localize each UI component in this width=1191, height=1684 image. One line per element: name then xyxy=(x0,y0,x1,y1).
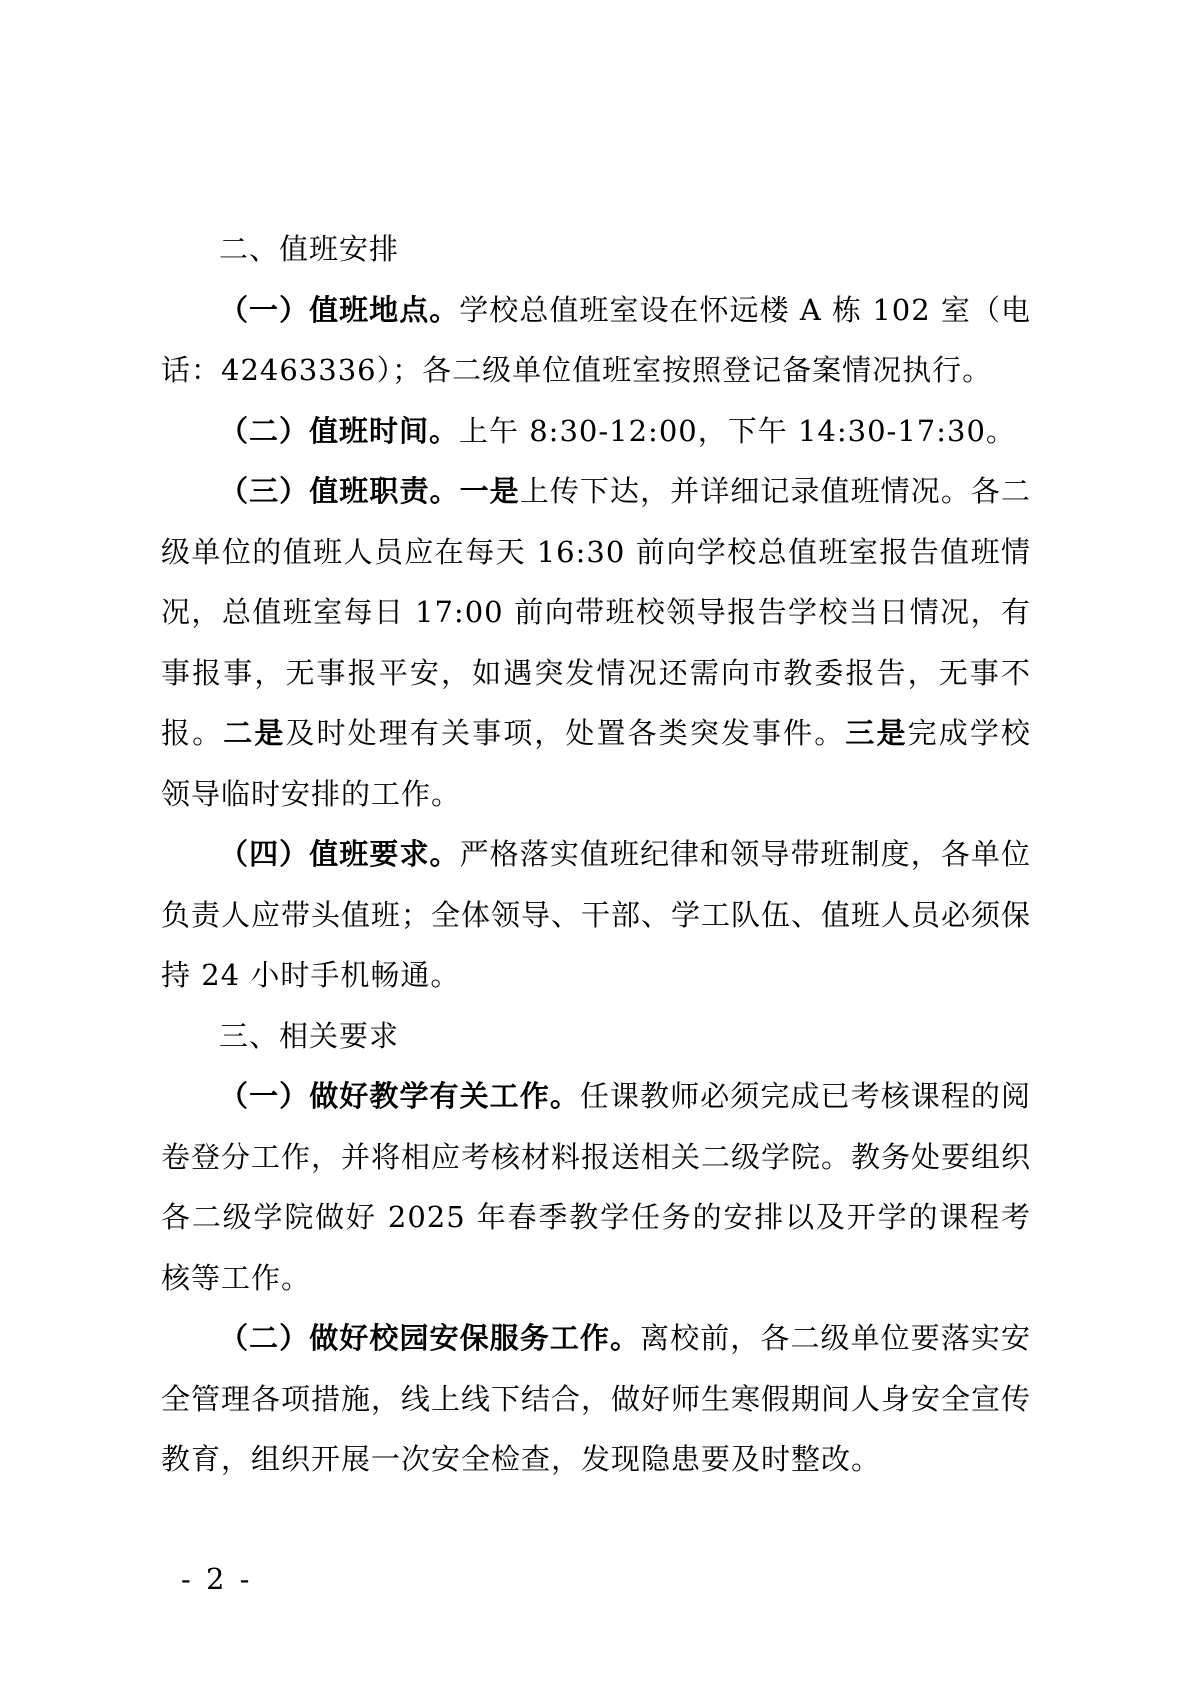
lead-campus-security: （二）做好校园安保服务工作。 xyxy=(219,1321,641,1355)
section-heading-related-requirements: 三、相关要求 xyxy=(219,1018,400,1053)
text-third: 完成学校领导临时安排的工作。 xyxy=(161,716,1031,811)
text-teaching-work: 任课教师必须完成已考核课程的阅卷登分工作，并将相应考核材料报送相关二级学院。教务处要组织各二级学院做好 2025 年春季教学任务的安排以及开学的课程考核等工作。 xyxy=(161,1079,1032,1295)
page-number: - 2 - xyxy=(181,1562,253,1596)
text-second: 及时处理有关事项，处置各类突发事件。 xyxy=(285,716,846,750)
paragraph-teaching-work xyxy=(161,1066,1031,1308)
lead-duty-time: （二）值班时间。 xyxy=(219,413,460,448)
text-duty-time: 上午 8:30-12:00，下午 14:30-17:30。 xyxy=(459,413,1016,448)
paragraph-campus-security xyxy=(161,1308,1031,1490)
lead-duty-location: （一）值班地点。 xyxy=(219,292,460,327)
lead-duty-requirements: （四）值班要求。 xyxy=(219,837,460,871)
lead-teaching-work: （一）做好教学有关工作。 xyxy=(219,1079,580,1113)
document-body xyxy=(161,219,1031,1490)
text-duty-location: 学校总值班室设在怀远楼 A 栋 102 室（电话：42463336）；各二级单位值班室按照登记备案情况执行。 xyxy=(161,292,1031,387)
keyword-second: 二是 xyxy=(223,716,286,750)
paragraph-duty-location xyxy=(161,280,1031,401)
keyword-third: 三是 xyxy=(845,716,908,750)
text-duty-requirements: 严格落实值班纪律和领导带班制度，各单位负责人应带头值班；全体领导、干部、学工队伍、值班人员必须保持 24 小时手机畅通。 xyxy=(161,837,1032,992)
text-first: 上传下达，并详细记录值班情况。各二级单位的值班人员应在每天 16:30 前向学校总值班室报告值班情况，总值班室每日 17:00 前向带班校领导报告学校当日情况，有事报事，无事报平安，如遇突发情况还需向市教委报告，无事不报。 xyxy=(161,474,1031,750)
keyword-first: 一是 xyxy=(459,474,520,508)
paragraph-duty-requirements xyxy=(161,824,1031,1006)
paragraph-duty-time xyxy=(161,401,1031,462)
text-campus-security: 离校前，各二级单位要落实安全管理各项措施，线上线下结合，做好师生寒假期间人身安全宣传教育，组织开展一次安全检查，发现隐患要及时整改。 xyxy=(161,1321,1032,1476)
section-heading-duty-arrangement: 二、值班安排 xyxy=(219,232,400,266)
paragraph-duty-responsibilities xyxy=(161,461,1031,824)
lead-duty-responsibilities: （三）值班职责。 xyxy=(219,474,460,508)
